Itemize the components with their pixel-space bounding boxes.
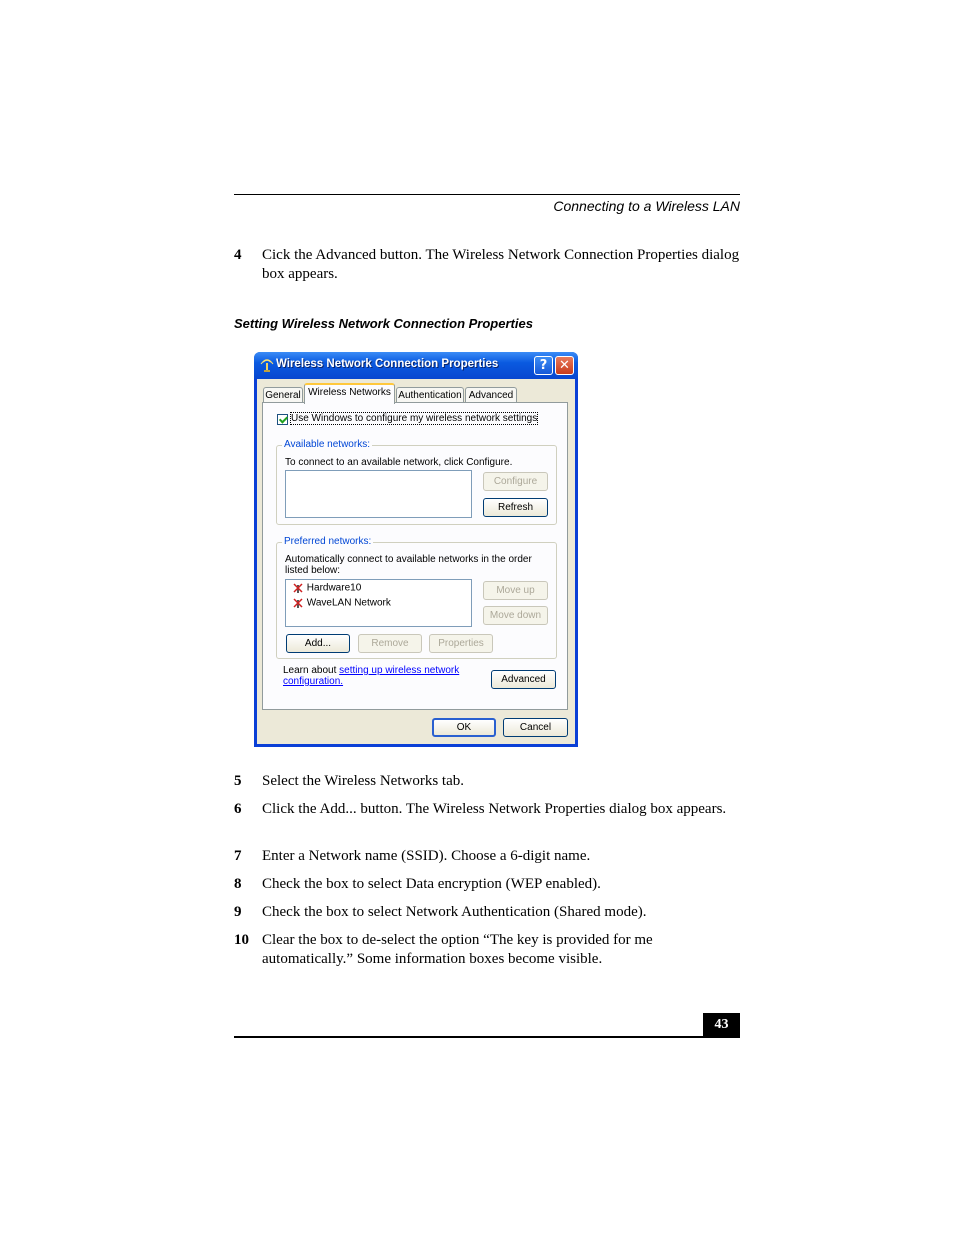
header-rule — [234, 194, 740, 195]
move-down-button[interactable]: Move down — [483, 606, 548, 625]
dialog-client-area — [257, 379, 575, 744]
tab-general[interactable]: General — [263, 387, 303, 403]
page-number: 43 — [703, 1013, 740, 1037]
step-text: Cick the Advanced button. The Wireless Network Connection Properties dialog box appears. — [262, 247, 740, 282]
antenna-icon — [292, 597, 304, 609]
network-name: WaveLAN Network — [306, 597, 391, 609]
preferred-networks-group — [276, 536, 557, 659]
preferred-networks-legend: Preferred networks: — [284, 536, 372, 547]
advanced-button[interactable]: Advanced — [491, 670, 556, 689]
running-head: Connecting to a Wireless LAN — [553, 198, 740, 214]
close-button[interactable]: ✕ — [555, 356, 574, 375]
step-text: Check the box to select Network Authentication (Shared mode). — [262, 904, 647, 920]
remove-button[interactable]: Remove — [358, 634, 422, 653]
step-number: 10 — [234, 932, 249, 948]
learn-about-link-continued[interactable]: configuration. — [283, 676, 344, 687]
available-networks-group — [276, 439, 557, 525]
learn-about-text — [283, 665, 483, 687]
move-up-button[interactable]: Move up — [483, 581, 548, 600]
tab-wireless-networks[interactable]: Wireless Networks — [304, 383, 395, 404]
available-networks-description: To connect to an available network, click Configure. — [285, 457, 513, 468]
available-networks-legend: Available networks: — [284, 439, 370, 450]
list-item[interactable] — [292, 582, 361, 596]
step-number: 6 — [234, 801, 242, 817]
use-windows-checkbox[interactable] — [277, 414, 288, 425]
preferred-networks-description: Automatically connect to available networks in the order listed below: — [285, 554, 532, 576]
wireless-networks-panel — [262, 402, 568, 710]
step-10 — [234, 931, 740, 969]
properties-button[interactable]: Properties — [429, 634, 493, 653]
help-button[interactable]: ? — [534, 356, 553, 375]
preferred-networks-list[interactable] — [285, 579, 472, 627]
properties-dialog — [254, 352, 578, 747]
learn-about-link[interactable]: setting up wireless network — [339, 665, 460, 676]
available-networks-list[interactable] — [285, 470, 472, 518]
title-bar[interactable] — [254, 352, 578, 379]
step-number: 9 — [234, 904, 242, 920]
step-number: 5 — [234, 773, 242, 789]
step-number: 4 — [234, 247, 242, 263]
footer-rule — [234, 1036, 740, 1038]
step-number: 7 — [234, 848, 242, 864]
step-8 — [234, 875, 740, 894]
cancel-button[interactable]: Cancel — [503, 718, 568, 737]
step-text: Select the Wireless Networks tab. — [262, 773, 464, 789]
learn-about-prefix: Learn about — [283, 665, 340, 676]
antenna-icon — [292, 582, 304, 594]
step-9 — [234, 903, 740, 922]
step-7 — [234, 847, 740, 866]
dialog-title: Wireless Network Connection Properties — [276, 358, 499, 370]
tab-authentication[interactable]: Authentication — [396, 387, 464, 403]
step-number: 8 — [234, 876, 242, 892]
configure-button[interactable]: Configure — [483, 472, 548, 491]
add-button[interactable]: Add... — [286, 634, 350, 653]
step-4 — [234, 246, 740, 284]
step-text: Clear the box to de-select the option “The key is provided for me automatically.” Some information boxes become visible. — [262, 932, 653, 967]
list-item[interactable] — [292, 597, 391, 611]
step-text: Enter a Network name (SSID). Choose a 6-digit name. — [262, 848, 591, 864]
step-text: Check the box to select Data encryption (WEP enabled). — [262, 876, 601, 892]
step-text: Click the Add... button. The Wireless Network Properties dialog box appears. — [262, 801, 727, 817]
use-windows-label[interactable]: Use Windows to configure my wireless network settings — [291, 413, 538, 424]
ok-button[interactable]: OK — [432, 718, 496, 737]
step-6 — [234, 800, 740, 819]
figure-caption: Setting Wireless Network Connection Properties — [234, 316, 533, 331]
tab-advanced[interactable]: Advanced — [465, 387, 517, 403]
step-5 — [234, 772, 740, 791]
refresh-button[interactable]: Refresh — [483, 498, 548, 517]
wireless-network-icon — [260, 358, 274, 372]
network-name: Hardware10 — [306, 582, 362, 594]
